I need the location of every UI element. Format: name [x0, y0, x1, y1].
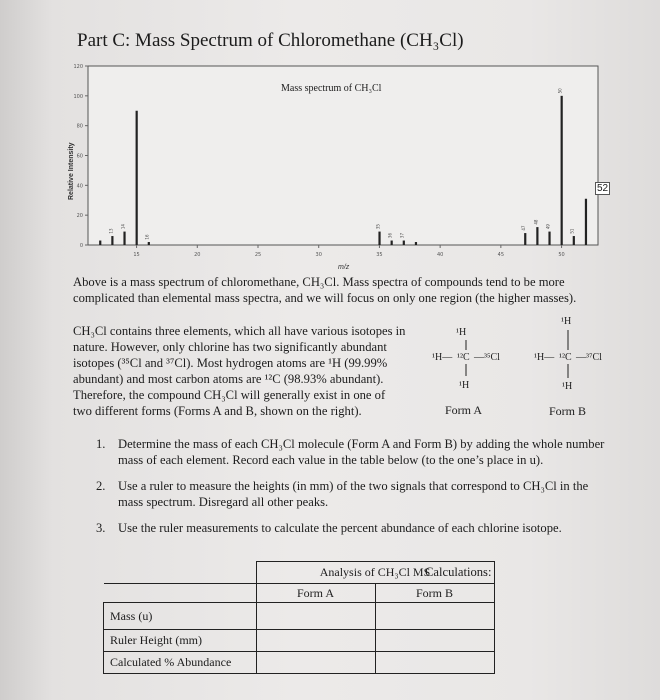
question-item	[96, 436, 616, 468]
table-row	[104, 603, 495, 630]
peak-bar	[585, 199, 587, 245]
mass-spectrum-chart	[70, 60, 618, 268]
peak-bar	[524, 233, 526, 245]
peak-bar	[123, 232, 125, 245]
calculations-label: Calculations:	[425, 565, 492, 579]
peak-label: 13	[108, 228, 114, 234]
x-tick-label: 20	[194, 252, 201, 258]
x-tick-label: 50	[558, 252, 565, 258]
form-b-h-bottom: ¹H	[562, 381, 573, 392]
table-row-label: Calculated % Abundance	[104, 652, 257, 674]
question-number: 2.	[96, 479, 106, 493]
table-cell-input[interactable]	[375, 630, 494, 652]
isotope-line: isotopes (³⁵Cl and ³⁷Cl). Most hydrogen atoms are ¹H (99.99%	[73, 356, 388, 370]
peak-label: 37	[399, 232, 405, 239]
isotope-line: two different forms (Forms A and B, shown on the right).	[73, 404, 362, 418]
form-a-h-bottom: ¹H	[459, 380, 470, 391]
x-tick-label: 35	[376, 252, 383, 258]
y-tick-label: 40	[76, 183, 83, 190]
boxed-peak-label: 52	[597, 183, 609, 194]
question-text: Use a ruler to measure the heights (in mm) of the two signals that correspond to CH₃Cl in the mass spectrum. Disregard all other peaks.	[118, 479, 589, 509]
chart-title: Mass spectrum of CH₃Cl	[281, 83, 382, 94]
form-b-carbon: ¹²C	[559, 352, 572, 363]
peak-label: 51	[569, 228, 575, 234]
table-col-form-b: Form B	[375, 584, 494, 603]
peak-bar	[561, 96, 563, 245]
table-cell-input[interactable]	[375, 652, 494, 674]
table-cell-input[interactable]	[375, 603, 494, 630]
y-tick-label: 60	[76, 153, 83, 160]
table-corner	[104, 584, 257, 603]
table-row	[104, 652, 495, 674]
peak-bar	[111, 236, 113, 245]
y-tick-label: 120	[73, 64, 83, 70]
table-row-label: Mass (u)	[104, 603, 257, 630]
question-number: 3.	[96, 521, 106, 535]
isotope-line: nature. However, only chlorine has two significantly abundant	[73, 340, 387, 354]
x-tick-label: 45	[497, 252, 505, 258]
isotope-paragraph	[73, 323, 428, 419]
chart-y-label: Relative Intensity	[68, 142, 75, 200]
question-text: Use the ruler measurements to calculate the percent abundance of each chlorine isotope.	[118, 521, 562, 535]
table-cell-input[interactable]	[256, 630, 375, 652]
y-tick-label: 100	[73, 93, 83, 100]
form-a-h-top: ¹H	[456, 327, 467, 338]
isotope-line: CH₃Cl contains three elements, which all have various isotopes in	[73, 324, 406, 338]
peak-bar	[136, 111, 138, 245]
page-title: Part C: Mass Spectrum of Chloromethane (CH₃Cl)	[77, 30, 464, 51]
peak-label: 48	[533, 219, 539, 225]
form-b-label: Form B	[549, 404, 587, 418]
table-row-label: Ruler Height (mm)	[104, 630, 257, 652]
question-text: Determine the mass of each CH₃Cl molecule (Form A and Form B) by adding the whole number mass of each element. Record each value in the table below (to the one’s place in u).	[118, 437, 605, 467]
peak-bar	[548, 232, 550, 245]
question-item	[96, 478, 616, 510]
peak-bar	[573, 236, 575, 245]
table-row	[104, 630, 495, 652]
peak-bar	[148, 242, 150, 245]
y-tick-label: 20	[76, 213, 83, 220]
peak-label: 35	[375, 224, 381, 230]
form-a-chlorine: —³⁵Cl	[474, 352, 500, 363]
table-header: Analysis of CH₃Cl MS	[256, 562, 494, 584]
y-tick-label: 80	[76, 123, 83, 130]
peak-bar	[415, 242, 417, 245]
form-b-chlorine: —³⁷Cl	[576, 352, 602, 363]
table-cell-input[interactable]	[256, 652, 375, 674]
intro-paragraph: Above is a mass spectrum of chloromethane, CH₃Cl. Mass spectra of compounds tend to be more complicated than elemental mass spectra, and we will focus on only one region (the higher masses).	[73, 275, 577, 305]
peak-bar	[391, 241, 393, 245]
peak-label: 36	[387, 232, 393, 239]
table-cell-input[interactable]	[256, 603, 375, 630]
peak-label: 50	[557, 88, 563, 94]
question-item	[96, 520, 616, 536]
isotope-line: Therefore, the compound CH₃Cl will generally exist in one of	[73, 388, 386, 402]
form-a-carbon: ¹²C	[457, 352, 470, 363]
peak-bar	[99, 241, 101, 245]
chart-x-label: m/z	[338, 264, 350, 271]
peak-label: 14	[120, 224, 126, 230]
form-a-label: Form A	[445, 403, 483, 417]
peak-label: 16	[144, 234, 150, 240]
question-list	[96, 436, 616, 546]
peak-bar	[536, 227, 538, 245]
question-number: 1.	[96, 437, 106, 451]
peak-bar	[378, 232, 380, 245]
peak-label: 49	[545, 224, 551, 230]
isotope-line: abundant) and most carbon atoms are ¹²C (98.93% abundant).	[73, 372, 384, 386]
y-tick-label: 0	[79, 243, 83, 249]
x-tick-label: 25	[254, 252, 262, 258]
form-b-h-top: ¹H	[561, 316, 572, 327]
form-b-h-left: ¹H—	[534, 352, 555, 363]
form-a-h-left: ¹H—	[432, 352, 453, 363]
x-tick-label: 30	[315, 252, 322, 258]
x-tick-label: 40	[436, 252, 444, 258]
x-tick-label: 15	[133, 252, 140, 258]
peak-label: 47	[521, 225, 527, 231]
peak-bar	[403, 241, 405, 245]
table-corner	[104, 562, 257, 584]
table-col-form-a: Form A	[256, 584, 375, 603]
